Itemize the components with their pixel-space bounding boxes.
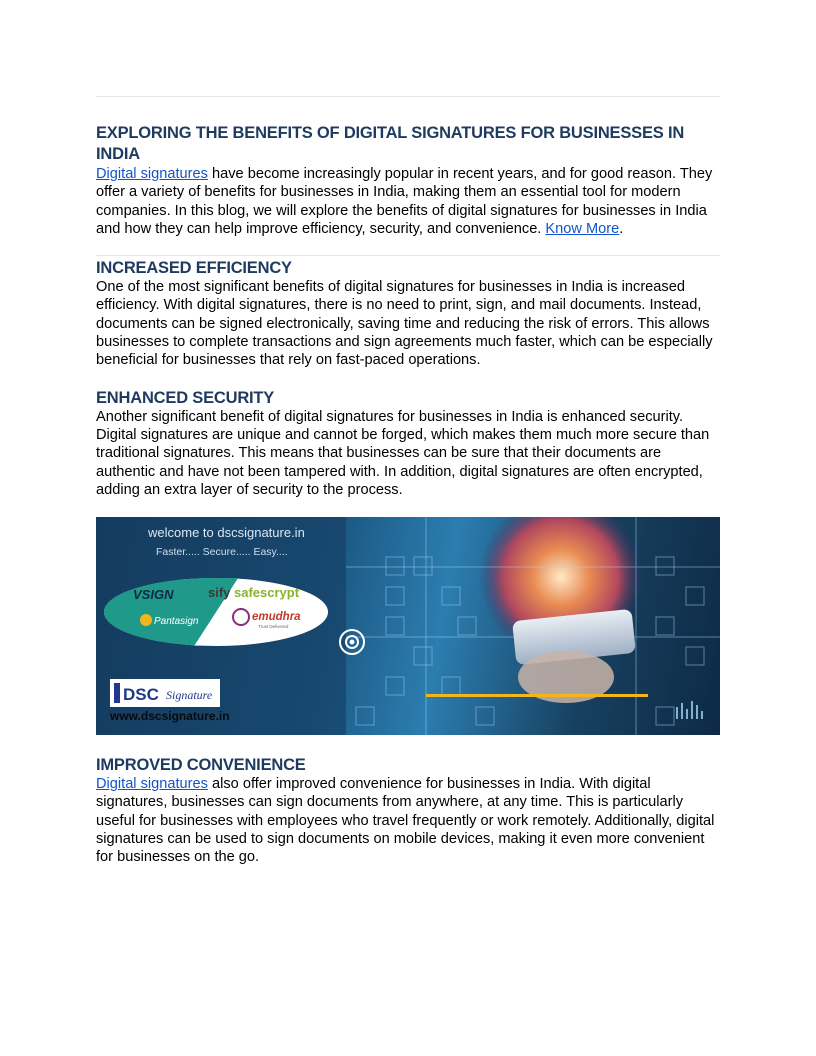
welcome-text: welcome to dscsignature.in: [148, 525, 305, 541]
pantasign-icon: [140, 614, 152, 626]
vsign-logo: VSIGN: [133, 587, 174, 603]
mini-bars-decoration: [676, 701, 703, 719]
dsc-banner-image: [96, 517, 720, 735]
banner-graphic: [96, 517, 720, 735]
efficiency-heading: INCREASED EFFICIENCY: [96, 259, 292, 278]
section-divider: [96, 255, 720, 256]
section-security: [96, 388, 720, 499]
gold-accent-bar: [426, 694, 648, 697]
intro-text: have become increasingly popular in recent years, and for good reason. They offer a variety of benefits for businesses in India, making them an essential tool for modern companies. In this blog, we will explore the benefits of digital signatures for businesses in India and how they can help improve efficiency, security, and convenience.: [96, 166, 713, 237]
security-paragraph: Another significant benefit of digital signatures for businesses in India is enhanced security. Digital signatures are unique and cannot be forged, which makes them much more secure than traditional signatures. This means that businesses can be sure that their documents are authentic and have not been tampered with. In addition, digital signatures are often encrypted, adding an extra layer of security to the process.: [96, 408, 710, 498]
emudhra-subtext: Trust Delivered: [258, 624, 289, 630]
convenience-paragraph: [96, 775, 720, 866]
top-divider: [96, 96, 720, 97]
convenience-text: also offer improved convenience for businesses in India. With digital signatures, businesses can sign documents from anywhere, at any time. This is particularly useful for businesses with employees who travel frequently or work remotely. Additionally, digital signatures can be used to sign documents on mobile devices, making it even more convenient for businesses on the go.: [96, 776, 715, 866]
efficiency-paragraph: One of the most significant benefits of digital signatures for businesses in India is increased efficiency. With digital signatures, there is no need to print, sign, and mail documents. Instead, documents can be signed electronically, saving time and reducing the risk of errors. This allows businesses to complete transactions and sign agreements much faster, which can be especially beneficial for businesses that rely on fast-paced operations.: [96, 279, 713, 369]
section-intro: [96, 123, 720, 238]
digital-signatures-link-2[interactable]: Digital signatures: [96, 776, 208, 793]
signature-logo-text: Signature: [166, 688, 213, 703]
document-page: [96, 96, 720, 867]
emudhra-logo: emudhra: [252, 611, 301, 624]
main-heading: EXPLORING THE BENEFITS OF DIGITAL SIGNATURES FOR BUSINESSES IN INDIA: [96, 124, 685, 163]
section-efficiency: [96, 258, 720, 369]
banner-url: www.dscsignature.in: [110, 709, 230, 724]
pantasign-logo: Pantasign: [154, 616, 199, 628]
digital-signatures-link[interactable]: Digital signatures: [96, 166, 208, 182]
section-convenience: [96, 755, 720, 866]
intro-period: .: [619, 220, 624, 237]
security-heading: ENHANCED SECURITY: [96, 388, 275, 407]
dsc-logo-text: DSC: [123, 685, 159, 705]
convenience-heading: IMPROVED CONVENIENCE: [96, 756, 306, 775]
tagline-text: Faster..... Secure..... Easy....: [156, 546, 288, 559]
safescrypt-logo: safescrypt: [234, 585, 300, 601]
sify-logo: sify: [208, 585, 231, 601]
know-more-link[interactable]: Know More: [545, 220, 620, 237]
intro-paragraph: [96, 165, 720, 238]
